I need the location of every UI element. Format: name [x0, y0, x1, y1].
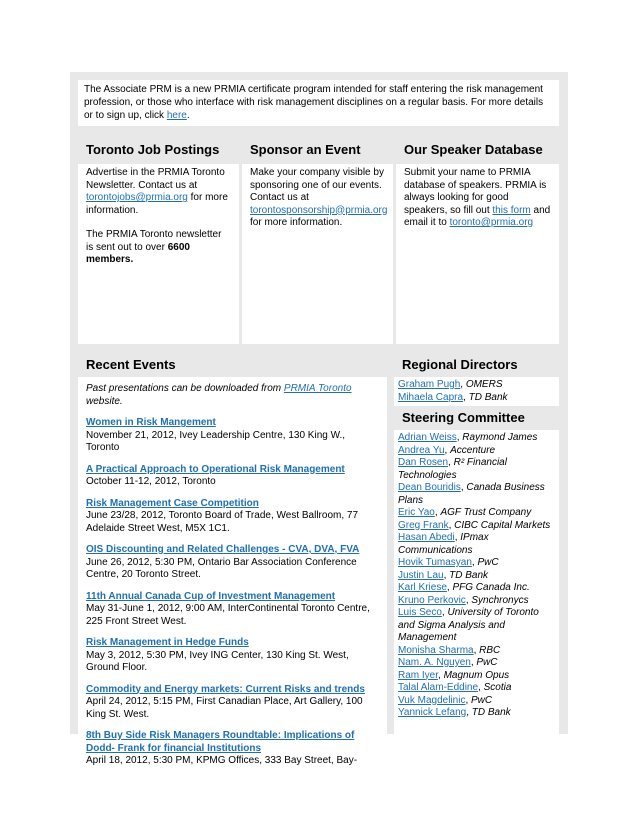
person-entry: Dean Bouridis, Canada Business Plans	[398, 482, 545, 506]
job-postings-box	[78, 136, 239, 344]
person-organization: Magnum Opus	[443, 669, 510, 681]
person-organization: IPmax Communications	[398, 532, 489, 556]
event-item	[86, 730, 379, 768]
person-entry: Dan Rosen, R² Financial Technologies	[398, 457, 507, 481]
person-organization: Raymond James	[462, 432, 538, 443]
event-title-link[interactable]: Risk Management Case Competition	[86, 497, 259, 509]
event-item	[86, 417, 379, 455]
event-details: June 26, 2012, 5:30 PM, Ontario Bar Association Conference Centre, 20 Toronto Street.	[86, 556, 357, 580]
person-organization: AGF Trust Company	[440, 507, 532, 518]
event-details: October 11-12, 2012, Toronto	[86, 476, 216, 487]
person-organization: RBC	[479, 644, 501, 656]
event-details: May 31-June 1, 2012, 9:00 AM, InterContinental Toronto Centre, 225 Front Street West.	[86, 603, 370, 627]
person-organization: Synchronycs	[471, 594, 529, 606]
event-title-link[interactable]: 11th Annual Canada Cup of Investment Management	[86, 590, 336, 602]
person-name-link[interactable]: Mihaela Capra	[398, 391, 464, 403]
person-name-link[interactable]: Talal Alam-Eddine	[398, 682, 479, 693]
person-name-link[interactable]: Graham Pugh	[398, 379, 461, 390]
person-entry: Greg Frank, CIBC Capital Markets	[398, 519, 551, 531]
person-name-link[interactable]: Adrian Weiss	[398, 432, 457, 443]
person-organization: PFG Canada Inc.	[452, 582, 530, 593]
person-entry: Justin Lau, TD Bank	[398, 569, 489, 581]
event-item	[86, 637, 379, 675]
event-title-link[interactable]: 8th Buy Side Risk Managers Roundtable: Implications of Dodd- Frank for financial Institutions	[86, 730, 355, 754]
reach-text: The PRMIA Toronto newsletter is sent out to over	[86, 229, 222, 253]
events-intro	[78, 377, 387, 408]
person-organization: Accenture	[450, 444, 496, 456]
speaker-box	[396, 136, 559, 344]
person-entry: Eric Yao, AGF Trust Company	[398, 507, 532, 518]
intro-text-b: website.	[86, 395, 123, 407]
event-item	[86, 684, 379, 722]
person-name-link[interactable]: Dan Rosen	[398, 457, 449, 468]
person-name-link[interactable]: Dean Bouridis	[398, 482, 461, 493]
person-entry: Vuk Magdelinic, PwC	[398, 694, 493, 706]
sponsor-box	[242, 136, 393, 344]
person-name-link[interactable]: Luis Seco	[398, 607, 442, 618]
steering-list	[394, 430, 559, 722]
person-entry: Ram Iyer, Magnum Opus	[398, 669, 510, 681]
speaker-email-link[interactable]: toronto@prmia.org	[449, 217, 534, 228]
person-name-link[interactable]: Monisha Sharma	[398, 644, 474, 656]
event-title-link[interactable]: Risk Management in Hedge Funds	[86, 637, 249, 648]
event-details: November 21, 2012, Ivey Leadership Centre, 130 King W., Toronto	[86, 429, 346, 453]
newsletter-frame	[70, 72, 568, 766]
person-organization: Scotia	[483, 682, 512, 693]
sponsor-text-b: for more information.	[250, 217, 343, 228]
person-name-link[interactable]: Nam. A. Nguyen	[398, 657, 471, 668]
person-name-link[interactable]: Justin Lau	[398, 569, 444, 581]
recent-events-title: Recent Events	[78, 353, 387, 377]
event-item	[86, 591, 379, 629]
person-organization: TD Bank	[471, 707, 511, 718]
event-item	[86, 464, 379, 489]
sidebar-box	[394, 353, 559, 743]
person-name-link[interactable]: Greg Frank	[398, 519, 449, 531]
jobs-text-b: for more information.	[86, 192, 228, 216]
person-entry: Hasan Abedi, IPmax Communications	[398, 532, 489, 556]
person-name-link[interactable]: Hasan Abedi	[398, 532, 455, 543]
person-entry: Adrian Weiss, Raymond James	[398, 432, 538, 443]
intro-text-a: Past presentations can be downloaded from	[86, 383, 282, 394]
person-organization: PwC	[471, 694, 493, 706]
steering-committee-title: Steering Committee	[394, 406, 559, 430]
recent-events-box	[78, 353, 387, 766]
person-organization: OMERS	[465, 379, 503, 390]
event-item	[86, 498, 379, 536]
sponsor-text-a: Make your company visible by sponsoring one of our events. Contact us at	[250, 167, 384, 203]
person-name-link[interactable]: Eric Yao	[398, 507, 435, 518]
person-entry: Nam. A. Nguyen, PwC	[398, 657, 498, 668]
event-title-link[interactable]: Women in Risk Mangement	[86, 417, 216, 428]
event-details: April 24, 2012, 5:15 PM, First Canadian Place, Art Gallery, 100 King St. West.	[86, 696, 363, 720]
reach-count: 6600 members.	[86, 241, 190, 265]
person-organization: TD Bank	[468, 391, 508, 403]
notice-text: The Associate PRM is a new PRMIA certificate program intended for staff entering the risk management profession, or those who interface with risk management disciplines on a regular basis. For more details or to sign up, click	[84, 84, 544, 121]
person-name-link[interactable]: Kruno Perkovic	[398, 594, 466, 606]
event-title-link[interactable]: OIS Discounting and Related Challenges - CVA, DVA, FVA	[86, 544, 360, 555]
speaker-form-link[interactable]: this form	[492, 204, 531, 216]
person-entry: Yannick Lefang, TD Bank	[398, 707, 511, 718]
person-name-link[interactable]: Andrea Yu	[398, 444, 445, 456]
person-organization: Canada Business Plans	[398, 482, 545, 506]
jobs-email-link[interactable]: torontojobs@prmia.org	[86, 192, 188, 203]
person-entry: Andrea Yu, Accenture	[398, 444, 496, 456]
person-name-link[interactable]: Karl Kriese	[398, 582, 447, 593]
event-list	[78, 417, 387, 768]
aprm-notice	[78, 80, 559, 126]
notice-link[interactable]: here	[166, 110, 187, 121]
regional-directors-title: Regional Directors	[394, 353, 559, 377]
person-name-link[interactable]: Hovik Tumasyan	[398, 557, 472, 568]
event-details: May 3, 2012, 5:30 PM, Ivey ING Center, 130 King St. West, Ground Floor.	[86, 649, 349, 673]
person-name-link[interactable]: Vuk Magdelinic	[398, 694, 466, 706]
job-postings-title: Toronto Job Postings	[78, 136, 239, 164]
sponsor-email-link[interactable]: torontosponsorship@prmia.org	[250, 204, 388, 216]
person-organization: PwC	[477, 557, 499, 568]
person-entry: Graham Pugh, OMERS	[398, 379, 503, 390]
person-organization: TD Bank	[449, 569, 489, 581]
person-organization: CIBC Capital Markets	[454, 519, 551, 531]
person-entry: Karl Kriese, PFG Canada Inc.	[398, 582, 530, 593]
person-entry: Kruno Perkovic, Synchronycs	[398, 594, 529, 606]
person-entry: Hovik Tumasyan, PwC	[398, 557, 499, 568]
person-name-link[interactable]: Ram Iyer	[398, 669, 439, 681]
speaker-text-a: Submit your name to PRMIA database of speakers. PRMIA is always looking for good speakers, so fill out	[404, 167, 547, 216]
event-title-link[interactable]: Commodity and Energy markets: Current Risks and trends	[86, 683, 365, 695]
person-organization: University of Toronto and Sigma Analysis and Management	[398, 607, 539, 643]
person-entry: Monisha Sharma, RBC	[398, 644, 501, 656]
person-entry: Mihaela Capra, TD Bank	[398, 391, 508, 403]
person-entry: Talal Alam-Eddine, Scotia	[398, 682, 512, 693]
job-postings-text	[86, 167, 231, 217]
event-details: June 23/28, 2012, Toronto Board of Trade, West Ballroom, 77 Adelaide Street West, M5X 1C1.	[86, 510, 359, 534]
event-title-link[interactable]: A Practical Approach to Operational Risk Management	[86, 463, 345, 475]
directors-list	[394, 377, 559, 406]
person-entry: Luis Seco, University of Toronto and Sigma Analysis and Management	[398, 607, 539, 643]
speaker-text-b: and email it to	[404, 204, 551, 228]
jobs-text-a: Advertise in the PRMIA Toronto Newsletter. Contact us at	[86, 167, 225, 191]
event-item	[86, 544, 379, 582]
person-organization: R² Financial Technologies	[398, 457, 507, 481]
sponsor-title: Sponsor an Event	[242, 136, 393, 164]
person-organization: PwC	[476, 657, 498, 668]
speaker-title: Our Speaker Database	[396, 136, 559, 164]
person-name-link[interactable]: Yannick Lefang	[398, 707, 467, 718]
prmia-toronto-link[interactable]: PRMIA Toronto	[283, 383, 352, 394]
notice-end: .	[186, 110, 190, 121]
newsletter-reach-text	[86, 229, 231, 267]
event-details: April 18, 2012, 5:30 PM, KPMG Offices, 333 Bay Street, Bay-	[86, 755, 358, 766]
